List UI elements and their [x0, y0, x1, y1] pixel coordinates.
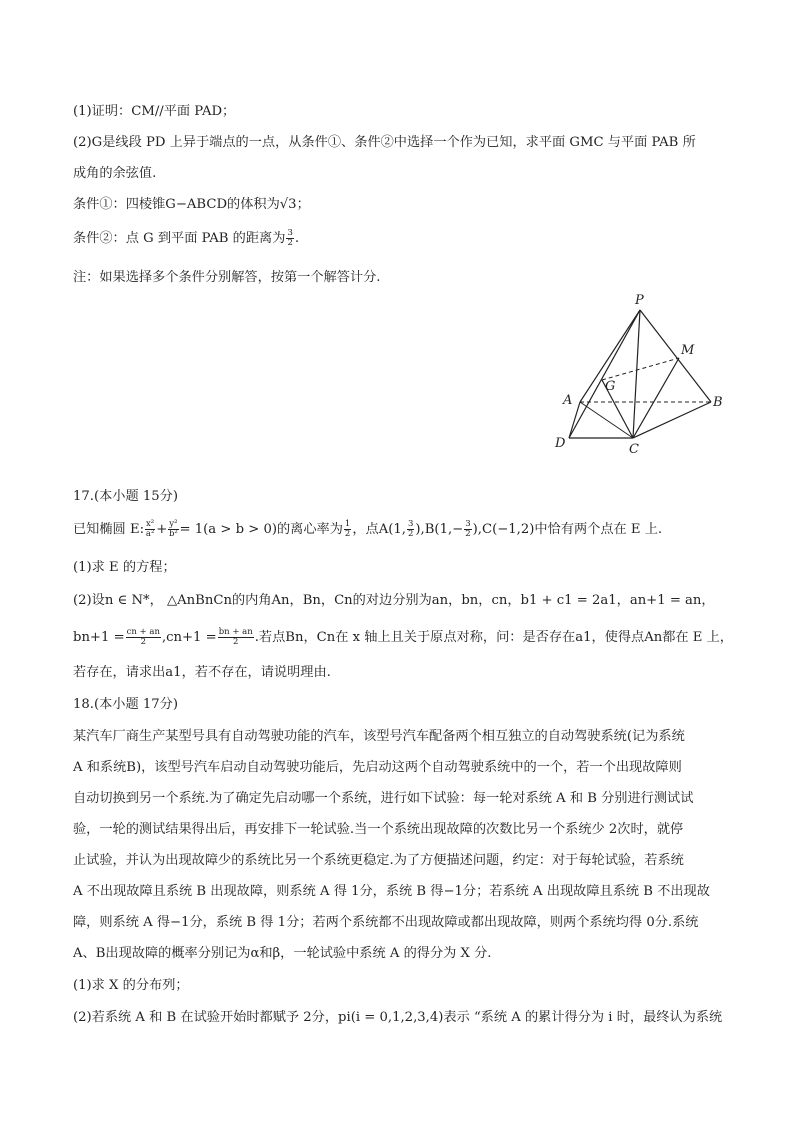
p17-heading: 17.(本小题 15分): [73, 489, 178, 504]
p18-q1: (1)求 X 的分布列；: [73, 978, 189, 993]
edge-GM-dashed: [602, 358, 679, 380]
frac-bn1-num: cn + an: [126, 627, 160, 637]
edge-CM: [633, 358, 679, 438]
p17-statement: [73, 520, 734, 540]
edge-PC: [633, 310, 640, 438]
cond1-end: ；: [296, 197, 310, 212]
cond1-value: √3: [279, 197, 297, 212]
label-A: A: [563, 393, 573, 408]
edge-AC: [580, 402, 633, 438]
p18-line-6: A 不出现故障且系统 B 出现故障，则系统 A 得 1分，系统 B 得−1分；若系统 A 出现故障且系统 B 不出现故: [73, 884, 710, 899]
frac-cn1-den: 2: [232, 637, 239, 647]
p17-text-d: ),B(1,−: [415, 522, 464, 537]
q2-text-b: ,cn+1 =: [161, 630, 217, 645]
frac-y2-b2: [168, 520, 178, 539]
cond1-text: 条件①：四棱锥G−ABCD的体积为: [73, 197, 280, 212]
p17-text-e: ),C(−1,2)中恰有两个点在 E 上.: [472, 522, 663, 537]
p16-q2-line1: (2)G是线段 PD 上异于端点的一点，从条件①、条件②中选择一个作为已知，求平面 GMC 与平面 PAB 所: [73, 135, 696, 150]
frac-A-num: 3: [407, 519, 414, 529]
cond2-fraction: [286, 229, 293, 248]
frac-B-den: 2: [465, 529, 471, 539]
q2-text-c: .若点Bn，Cn在 x 轴上且关于原点对称，问：是否存在a1，使得点An都在 E 上，: [254, 630, 733, 645]
cond2-den: 2: [287, 238, 293, 248]
label-G: G: [605, 379, 616, 394]
frac-cn1: [218, 628, 254, 647]
label-B: B: [713, 395, 723, 410]
frac-bn1: [126, 628, 161, 647]
plus: +: [156, 522, 168, 537]
frac-A: [407, 520, 414, 539]
p17-text-b: = 1(a > b > 0)的离心率为: [179, 522, 343, 537]
p18-q2: (2)若系统 A 和 B 在试验开始时都赋予 2分，pi(i = 0,1,2,3,4)表示 “系统 A 的累计得分为 i 时，最终认为系统: [73, 1010, 723, 1025]
p18-line-4: 验，一轮的测试结果得出后，再安排下一轮试验.当一个系统出现故障的次数比另一个系统少 2次时，就停: [73, 822, 684, 837]
edge-CB: [633, 402, 711, 438]
frac-x2-a2: [145, 520, 155, 539]
p18-line-5: 止试验，并认为出现故障少的系统比另一个系统更稳定.为了方便描述问题，约定：对于每轮试验，若系统: [73, 853, 684, 868]
frac-bn1-den: 2: [140, 637, 146, 647]
p18-line-1: 某汽车厂商生产某型号具有自动驾驶功能的汽车，该型号汽车配备两个相互独立的自动驾驶系统(记为系统: [73, 729, 685, 744]
p17-q2-line2: [73, 628, 734, 648]
frac-B: [464, 520, 471, 539]
frac-ecc-num: 1: [344, 519, 351, 529]
cond2-num: 3: [287, 228, 293, 238]
p17-text-c: ，点A(1,: [352, 522, 406, 537]
p16-note: 注：如果选择多个条件分别解答，按第一个解答计分.: [73, 270, 381, 285]
p16-q1: (1)证明：CM//平面 PAD；: [73, 104, 236, 119]
frac-A-den: 2: [407, 529, 414, 539]
label-M: M: [681, 343, 695, 358]
frac-ecc-den: 2: [344, 529, 351, 539]
p18-line-3: 自动切换到另一个系统.为了确定先启动哪一个系统，进行如下试验：每一轮对系统 A 和 B 分别进行测试试: [73, 791, 694, 806]
frac-B-num: 3: [465, 519, 471, 529]
p18-line-2: A 和系统B)，该型号汽车启动自动驾驶功能后，先启动这两个自动驾驶系统中的一个，若一个出现故障则: [73, 760, 682, 775]
cond2-text: 条件②：点 G 到平面 PAB 的距离为: [73, 231, 286, 246]
p17-q2-line3: 若存在，请求出a1，若不存在，请说明理由.: [73, 665, 331, 680]
p18-heading: 18.(本小题 17分): [73, 697, 178, 712]
frac-y2: y²: [169, 519, 178, 529]
cond2-end: .: [294, 231, 300, 246]
p17-q2-line1: (2)设n ∈ N*， △AnBnCn的内角An，Bn，Cn的对边分别为an，bn，cn，b1 + c1 = 2a1，an+1 = an，: [73, 593, 715, 608]
label-P: P: [635, 293, 644, 308]
frac-x2: x²: [146, 519, 155, 529]
frac-ecc: [344, 520, 351, 539]
p16-condition2: [73, 229, 734, 249]
frac-a2: a²: [145, 529, 155, 539]
frac-b2: b²: [168, 529, 178, 539]
q2-text-a: bn+1 =: [73, 630, 125, 645]
p16-q2-line2: 成角的余弦值.: [73, 166, 157, 181]
p16-condition1: [73, 195, 734, 215]
p18-line-8: A、B出现故障的概率分别记为α和β，一轮试验中系统 A 的得分为 X 分.: [73, 946, 492, 961]
edge-PB: [640, 310, 711, 402]
p17-text-a: 已知椭圆 E:: [73, 522, 145, 537]
pyramid-figure: [545, 290, 735, 460]
p17-q1: (1)求 E 的方程；: [73, 560, 176, 575]
p18-line-7: 障，则系统 A 得−1分，系统 B 得 1分；若两个系统都不出现故障或都出现故障，则两个系统均得 0分.系统: [73, 915, 699, 930]
label-D: D: [555, 436, 566, 451]
frac-cn1-num: bn + an: [218, 627, 253, 637]
label-C: C: [629, 442, 639, 457]
